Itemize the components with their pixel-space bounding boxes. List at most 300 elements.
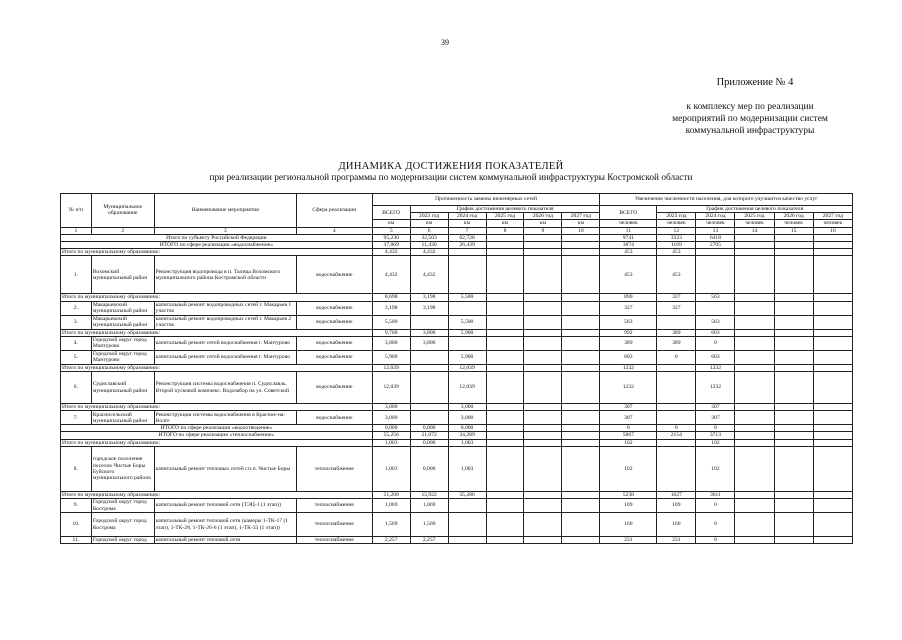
length-value-cell: 32,503 <box>410 234 448 241</box>
length-value-cell <box>486 537 524 544</box>
length-value-cell <box>448 256 486 294</box>
population-value-cell: 5238 <box>600 491 657 498</box>
length-value-cell: 4,432 <box>410 256 448 294</box>
population-value-cell: 389 <box>600 336 657 350</box>
length-value-cell <box>486 411 524 425</box>
table-row <box>61 446 853 491</box>
length-value-cell: 95,230 <box>372 234 410 241</box>
population-value-cell <box>774 513 813 537</box>
unit-km: км <box>562 220 600 227</box>
unit-km: км <box>372 220 410 227</box>
length-value-cell <box>562 329 600 336</box>
length-value-cell <box>448 249 486 256</box>
length-value-cell: 1,069 <box>372 499 410 513</box>
length-value-cell <box>486 350 524 364</box>
municipality-cell: Городской округ город Мантурово <box>91 336 154 350</box>
population-value-cell <box>735 372 774 404</box>
unit-km: км <box>486 220 524 227</box>
population-value-cell: 1232 <box>600 372 657 404</box>
sphere-cell: теплоснабжение <box>296 499 372 513</box>
length-value-cell: 5,900 <box>448 329 486 336</box>
population-value-cell <box>774 350 813 364</box>
length-value-cell <box>562 294 600 301</box>
population-value-cell: 1627 <box>657 491 696 498</box>
row-number: 9. <box>61 499 92 513</box>
table-row <box>61 350 853 364</box>
subtotal-row <box>61 404 853 411</box>
length-value-cell: 37,869 <box>372 242 410 249</box>
sphere-cell: водоснабжение <box>296 301 372 315</box>
length-value-cell: 51,208 <box>372 491 410 498</box>
population-value-cell: 102 <box>600 439 657 446</box>
table-row <box>61 513 853 537</box>
table-row <box>61 301 853 315</box>
population-value-cell: 1232 <box>696 364 735 371</box>
event-cell: капитальный ремонт тепловой сети (ТЭЦ-1 (1 этап)) <box>154 499 296 513</box>
population-value-cell <box>774 411 813 425</box>
length-value-cell: 1,003 <box>372 446 410 491</box>
sphere-cell: водоснабжение <box>296 350 372 364</box>
row-number: 4. <box>61 336 92 350</box>
column-number: 4 <box>296 227 372 234</box>
table-body <box>61 194 853 544</box>
table-row <box>61 372 853 404</box>
population-value-cell <box>735 242 774 249</box>
length-value-cell <box>562 446 600 491</box>
length-value-cell <box>562 336 600 350</box>
population-value-cell: 0 <box>696 537 735 544</box>
column-number: 12 <box>657 227 696 234</box>
row-number: 3. <box>61 315 92 329</box>
population-value-cell: 0 <box>657 350 696 364</box>
subtotal-label: Итого по муниципальному образованию: <box>61 294 373 301</box>
row-number: 1. <box>61 256 92 294</box>
population-value-cell: 109 <box>657 499 696 513</box>
subtotal-label: Итого по муниципальному образованию: <box>61 249 373 256</box>
population-value-cell: 231 <box>657 537 696 544</box>
length-value-cell <box>486 364 524 371</box>
population-value-cell <box>774 301 813 315</box>
col-head-year: 2027 год <box>813 213 852 220</box>
length-value-cell <box>486 372 524 404</box>
subtotal-row <box>61 249 853 256</box>
population-value-cell: 231 <box>600 537 657 544</box>
length-value-cell <box>448 301 486 315</box>
length-value-cell <box>562 350 600 364</box>
col-head-schedule-km: График достижения целевого показателя <box>410 206 600 213</box>
population-value-cell <box>735 499 774 513</box>
population-value-cell: 890 <box>600 294 657 301</box>
population-value-cell: 327 <box>657 294 696 301</box>
population-value-cell: 2705 <box>696 242 735 249</box>
population-value-cell <box>657 439 696 446</box>
subtotal-row <box>61 491 853 498</box>
length-value-cell: 12,039 <box>448 364 486 371</box>
population-value-cell <box>813 336 852 350</box>
sphere-cell: теплоснабжение <box>296 446 372 491</box>
population-value-cell <box>735 513 774 537</box>
length-value-cell: 1,003 <box>448 446 486 491</box>
population-value-cell: 102 <box>696 439 735 446</box>
column-number: 16 <box>813 227 852 234</box>
length-value-cell <box>486 242 524 249</box>
population-value-cell: 1232 <box>696 372 735 404</box>
population-value-cell: 1232 <box>600 364 657 371</box>
length-value-cell <box>524 499 562 513</box>
length-value-cell <box>524 364 562 371</box>
length-value-cell: 3,800 <box>410 336 448 350</box>
length-value-cell: 15,922 <box>410 491 448 498</box>
length-value-cell <box>524 329 562 336</box>
col-head-pop-group: Увеличение численности населения, для которого улучшится качество услуг <box>600 194 853 206</box>
appendix-reference-line: коммунальной инфраструктуры <box>685 126 815 136</box>
population-value-cell: 160 <box>600 513 657 537</box>
column-number: 2 <box>91 227 154 234</box>
event-cell: Реконструкция системы водоснабжения в Красное-на-Волге <box>154 411 296 425</box>
population-value-cell <box>657 446 696 491</box>
population-value-cell: 0 <box>657 425 696 432</box>
population-value-cell: 0 <box>696 513 735 537</box>
length-value-cell <box>524 301 562 315</box>
row-number: 5. <box>61 350 92 364</box>
col-head-length-group: Протяженность замены инженерных сетей <box>372 194 600 206</box>
grand-total-row <box>61 425 853 432</box>
column-number: 10 <box>562 227 600 234</box>
unit-km: км <box>524 220 562 227</box>
length-value-cell <box>562 513 600 537</box>
population-value-cell <box>657 404 696 411</box>
length-value-cell <box>524 513 562 537</box>
col-head-year: 2025 год <box>486 213 524 220</box>
population-value-cell <box>774 491 813 498</box>
population-value-cell: 307 <box>600 411 657 425</box>
subtotal-row <box>61 329 853 336</box>
length-value-cell <box>562 425 600 432</box>
col-head-year: 2025 год <box>735 213 774 220</box>
length-value-cell: 55,256 <box>372 432 410 439</box>
row-number: 11. <box>61 537 92 544</box>
length-value-cell <box>562 411 600 425</box>
length-value-cell <box>524 242 562 249</box>
population-value-cell <box>735 432 774 439</box>
column-numbers-row <box>61 227 853 234</box>
population-value-cell: 0 <box>696 425 735 432</box>
length-value-cell <box>524 411 562 425</box>
length-value-cell <box>562 432 600 439</box>
municipality-cell: Макарьевский муниципальный район <box>91 301 154 315</box>
length-value-cell: 4,432 <box>410 249 448 256</box>
unit-people: человек <box>735 220 774 227</box>
length-value-cell <box>562 234 600 241</box>
population-value-cell <box>813 329 852 336</box>
municipality-cell: Вохомский муниципальный район <box>91 256 154 294</box>
length-value-cell <box>410 364 448 371</box>
population-value-cell <box>774 315 813 329</box>
length-value-cell <box>486 513 524 537</box>
row-number: 2. <box>61 301 92 315</box>
population-value-cell <box>813 432 852 439</box>
sphere-cell: теплоснабжение <box>296 537 372 544</box>
length-value-cell <box>486 336 524 350</box>
population-value-cell: 1169 <box>657 242 696 249</box>
length-value-cell <box>486 294 524 301</box>
column-number: 14 <box>735 227 774 234</box>
length-value-cell <box>486 249 524 256</box>
sphere-cell: водоснабжение <box>296 256 372 294</box>
length-value-cell <box>562 439 600 446</box>
length-value-cell <box>410 411 448 425</box>
total-label: ИТОГО по сфере реализации «водоснабжение» <box>61 242 373 249</box>
unit-people: человек <box>696 220 735 227</box>
population-value-cell <box>735 256 774 294</box>
population-value-cell <box>735 234 774 241</box>
population-value-cell <box>735 364 774 371</box>
population-value-cell: 0 <box>696 336 735 350</box>
population-value-cell: 307 <box>696 411 735 425</box>
length-value-cell <box>524 350 562 364</box>
population-value-cell <box>813 411 852 425</box>
population-value-cell: 563 <box>696 294 735 301</box>
length-value-cell <box>486 301 524 315</box>
population-value-cell: 453 <box>600 256 657 294</box>
population-value-cell <box>735 329 774 336</box>
table-row <box>61 499 853 513</box>
length-value-cell: 5,500 <box>448 294 486 301</box>
population-value-cell <box>813 513 852 537</box>
length-value-cell <box>410 372 448 404</box>
population-value-cell: 102 <box>696 446 735 491</box>
col-head-total-pp: ВСЕГО <box>600 206 657 220</box>
population-value-cell <box>657 364 696 371</box>
population-value-cell <box>735 294 774 301</box>
population-value-cell <box>657 411 696 425</box>
subtotal-label: Итого по муниципальному образованию: <box>61 329 373 336</box>
length-value-cell <box>410 404 448 411</box>
total-label: Итого по субъекту Российской Федерации <box>61 234 373 241</box>
column-number: 5 <box>372 227 410 234</box>
col-head-year: 2027 год <box>562 213 600 220</box>
length-value-cell: 12,039 <box>372 372 410 404</box>
col-head-schedule-pp: График достижения целевого показателя <box>657 206 853 213</box>
length-value-cell <box>486 499 524 513</box>
length-value-cell <box>524 249 562 256</box>
length-value-cell: 5,500 <box>372 315 410 329</box>
length-value-cell <box>524 372 562 404</box>
unit-people: человек <box>600 220 657 227</box>
population-value-cell <box>696 301 735 315</box>
length-value-cell <box>448 336 486 350</box>
column-number: 13 <box>696 227 735 234</box>
population-value-cell <box>735 439 774 446</box>
length-value-cell <box>562 404 600 411</box>
population-value-cell: 160 <box>657 513 696 537</box>
length-value-cell <box>486 425 524 432</box>
document-subtitle: при реализации региональной программы по модернизации систем коммунальной инфраструктуры Костромской области <box>209 173 693 183</box>
length-value-cell <box>486 432 524 439</box>
length-value-cell <box>448 499 486 513</box>
population-value-cell: 307 <box>600 404 657 411</box>
population-value-cell: 603 <box>696 350 735 364</box>
population-value-cell <box>696 249 735 256</box>
population-value-cell: 9741 <box>600 234 657 241</box>
population-value-cell <box>774 439 813 446</box>
col-head-year: 2023 год <box>410 213 448 220</box>
sphere-cell: водоснабжение <box>296 372 372 404</box>
length-value-cell: 5,500 <box>448 315 486 329</box>
column-number: 6 <box>410 227 448 234</box>
population-value-cell <box>735 301 774 315</box>
population-value-cell: 5867 <box>600 432 657 439</box>
length-value-cell <box>562 242 600 249</box>
length-value-cell: 12,039 <box>448 372 486 404</box>
length-value-cell <box>448 537 486 544</box>
population-value-cell: 307 <box>696 404 735 411</box>
length-value-cell: 62,728 <box>448 234 486 241</box>
event-cell: капитальный ремонт сетей водоснабжения г. Мантурово <box>154 350 296 364</box>
column-number: 9 <box>524 227 562 234</box>
sphere-cell: водоснабжение <box>296 315 372 329</box>
length-value-cell <box>486 256 524 294</box>
length-value-cell: 3,800 <box>410 329 448 336</box>
population-value-cell: 109 <box>600 499 657 513</box>
unit-km: км <box>448 220 486 227</box>
length-value-cell <box>562 537 600 544</box>
population-value-cell: 389 <box>657 336 696 350</box>
table-row <box>61 336 853 350</box>
length-value-cell <box>524 432 562 439</box>
population-value-cell: 603 <box>600 350 657 364</box>
population-value-cell <box>774 446 813 491</box>
row-number: 8. <box>61 446 92 491</box>
population-value-cell <box>774 364 813 371</box>
grand-total-row <box>61 432 853 439</box>
length-value-cell <box>562 249 600 256</box>
length-value-cell: 3,198 <box>410 294 448 301</box>
length-value-cell <box>562 491 600 498</box>
population-value-cell <box>774 336 813 350</box>
column-number: 3 <box>154 227 296 234</box>
subtotal-row <box>61 439 853 446</box>
population-value-cell <box>813 256 852 294</box>
col-head-total-km: ВСЕГО <box>372 206 410 220</box>
subtotal-row <box>61 294 853 301</box>
length-value-cell <box>524 404 562 411</box>
population-value-cell <box>696 256 735 294</box>
row-number: 10. <box>61 513 92 537</box>
length-value-cell: 21,072 <box>410 432 448 439</box>
length-value-cell: 3,198 <box>372 301 410 315</box>
event-cell: капитальный ремонт тепловых сетей г.п.п. Чистые Боры <box>154 446 296 491</box>
population-value-cell <box>657 315 696 329</box>
length-value-cell <box>524 425 562 432</box>
population-value-cell <box>813 372 852 404</box>
column-number: 11 <box>600 227 657 234</box>
population-value-cell: 453 <box>657 256 696 294</box>
length-value-cell: 3,800 <box>372 336 410 350</box>
population-value-cell: 3874 <box>600 242 657 249</box>
population-value-cell <box>774 294 813 301</box>
length-value-cell <box>562 301 600 315</box>
col-head-year: 2026 год <box>774 213 813 220</box>
length-value-cell <box>486 439 524 446</box>
subtotal-label: Итого по муниципальному образованию: <box>61 404 373 411</box>
population-value-cell <box>774 234 813 241</box>
population-value-cell: 102 <box>600 446 657 491</box>
population-value-cell: 327 <box>600 301 657 315</box>
population-value-cell <box>813 301 852 315</box>
appendix-label: Приложение № 4 <box>716 77 794 88</box>
unit-people: человек <box>657 220 696 227</box>
appendix-reference <box>660 101 840 137</box>
length-value-cell <box>524 537 562 544</box>
population-value-cell: 453 <box>657 249 696 256</box>
length-value-cell <box>486 404 524 411</box>
municipality-cell: Судиславский муниципальный район <box>91 372 154 404</box>
grand-total-row <box>61 242 853 249</box>
unit-km: км <box>410 220 448 227</box>
row-number: 6. <box>61 372 92 404</box>
subtotal-row <box>61 364 853 371</box>
length-value-cell: 1,569 <box>410 513 448 537</box>
column-number: 15 <box>774 227 813 234</box>
population-value-cell <box>774 499 813 513</box>
column-number: 8 <box>486 227 524 234</box>
col-head-num: № п/п <box>61 194 92 228</box>
length-value-cell <box>486 446 524 491</box>
population-value-cell <box>735 537 774 544</box>
length-value-cell <box>410 315 448 329</box>
row-number: 7. <box>61 411 92 425</box>
length-value-cell <box>524 491 562 498</box>
sphere-cell: теплоснабжение <box>296 513 372 537</box>
col-head-year: 2023 год <box>657 213 696 220</box>
length-value-cell: 8,698 <box>372 294 410 301</box>
table-row <box>61 315 853 329</box>
population-value-cell: 563 <box>600 315 657 329</box>
length-value-cell <box>524 336 562 350</box>
length-value-cell <box>410 350 448 364</box>
event-cell: капитальный ремонт тепловой сети (камеры 1-ТК-17 (1 этап), 1-ТК-28, 1-ТК-26-6 (1 этап), 1-ТК-33 (1 этап)) <box>154 513 296 537</box>
municipality-cell: Макарьевский муниципальный район <box>91 315 154 329</box>
population-value-cell <box>774 249 813 256</box>
population-value-cell: 563 <box>696 315 735 329</box>
population-value-cell <box>735 491 774 498</box>
length-value-cell <box>524 294 562 301</box>
population-value-cell: 389 <box>657 329 696 336</box>
population-value-cell <box>774 537 813 544</box>
population-value-cell <box>735 404 774 411</box>
population-value-cell <box>813 242 852 249</box>
event-cell: капитальный ремонт тепловой сети <box>154 537 296 544</box>
col-head-mo: Муниципальное образование <box>91 194 154 228</box>
subtotal-label: Итого по муниципальному образованию: <box>61 491 373 498</box>
population-value-cell <box>813 491 852 498</box>
population-value-cell <box>813 499 852 513</box>
population-value-cell <box>774 432 813 439</box>
length-value-cell: 0,000 <box>410 446 448 491</box>
length-value-cell: 12,039 <box>372 364 410 371</box>
col-head-year: 2024 год <box>696 213 735 220</box>
length-value-cell <box>562 315 600 329</box>
population-value-cell <box>813 537 852 544</box>
population-value-cell <box>774 329 813 336</box>
length-value-cell: 4,432 <box>372 249 410 256</box>
length-value-cell: 0,000 <box>448 425 486 432</box>
length-value-cell <box>562 372 600 404</box>
table-row <box>61 411 853 425</box>
population-value-cell <box>774 404 813 411</box>
population-value-cell <box>774 425 813 432</box>
